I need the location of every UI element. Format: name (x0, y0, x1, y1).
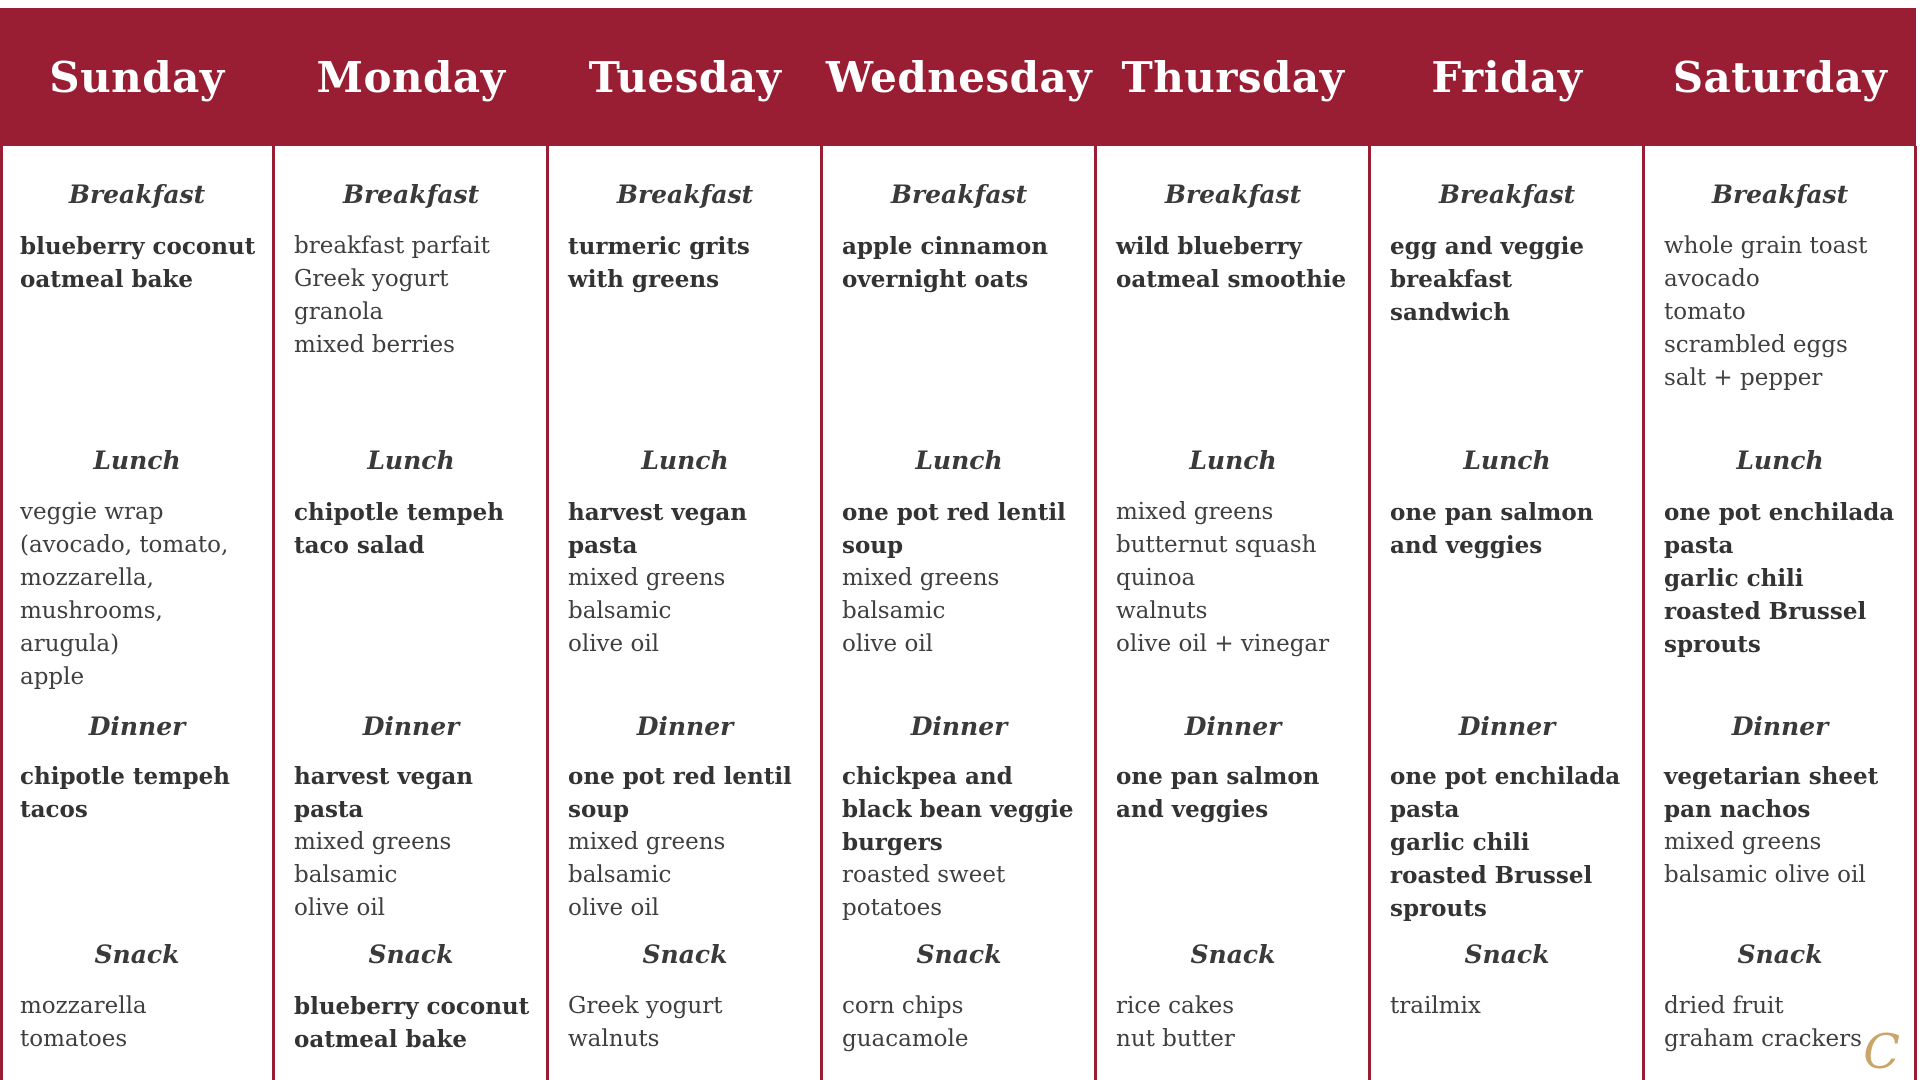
day-column-monday (274, 146, 548, 1080)
lunch-items (20, 496, 264, 694)
meal-item: Greek yogurt (568, 993, 723, 1019)
day-header-wednesday: Wednesday (825, 52, 1093, 102)
dinner-items (1116, 760, 1360, 826)
lunch-items (1116, 496, 1360, 661)
meal-item: one pot enchilada pasta (1664, 499, 1895, 559)
snack-items (568, 990, 812, 1056)
meal-item: scrambled eggs (1664, 332, 1848, 358)
meal-item: garlic chili roasted Brussel sprouts (1390, 829, 1593, 922)
lunch-heading: Lunch (915, 446, 1003, 475)
day-column-wednesday (822, 146, 1096, 1080)
lunch-heading: Lunch (641, 446, 729, 475)
snack-heading: Snack (1190, 940, 1276, 969)
meal-item: one pot red lentil soup (842, 499, 1066, 559)
column-divider (820, 146, 823, 1080)
dinner-items (1390, 760, 1634, 925)
lunch-heading: Lunch (1189, 446, 1277, 475)
meal-item: tomatoes (20, 1026, 128, 1052)
meal-item: olive oil (294, 895, 386, 921)
meal-item: balsamic (294, 862, 398, 888)
meal-item: granola (294, 299, 384, 325)
dinner-heading: Dinner (1731, 712, 1829, 741)
snack-items (1116, 990, 1360, 1056)
breakfast-items (20, 230, 264, 296)
dinner-heading: Dinner (636, 712, 734, 741)
day-column-friday (1370, 146, 1644, 1080)
meal-item: corn chips (842, 993, 964, 1019)
breakfast-heading: Breakfast (1164, 180, 1302, 209)
lunch-heading: Lunch (367, 446, 455, 475)
day-column-thursday (1096, 146, 1370, 1080)
meal-item: mixed greens (842, 565, 1000, 591)
meal-item: Greek yogurt (294, 266, 449, 292)
dinner-heading: Dinner (88, 712, 186, 741)
meal-item: one pan salmon and veggies (1390, 499, 1594, 559)
meal-item: balsamic (842, 598, 946, 624)
dinner-items (20, 760, 264, 826)
meal-item: chipotle tempeh taco salad (294, 499, 504, 559)
meal-item: blueberry coconut oatmeal bake (294, 993, 530, 1053)
lunch-items (1664, 496, 1906, 661)
meal-item: guacamole (842, 1026, 969, 1052)
lunch-heading: Lunch (1736, 446, 1824, 475)
meal-item: chickpea and black bean veggie burgers (842, 763, 1074, 856)
meal-item: olive oil (568, 631, 660, 657)
breakfast-items (1664, 230, 1906, 395)
meal-item: dried fruit (1664, 993, 1784, 1019)
meal-item: mixed berries (294, 332, 455, 358)
meal-item: apple cinnamon overnight oats (842, 233, 1048, 293)
meal-item: breakfast parfait (294, 233, 490, 259)
meal-item: egg and veggie breakfast sandwich (1390, 233, 1585, 326)
breakfast-heading: Breakfast (890, 180, 1028, 209)
meal-item: whole grain toast (1664, 233, 1868, 259)
meal-item: one pot enchilada pasta (1390, 763, 1621, 823)
snack-heading: Snack (94, 940, 180, 969)
meal-item: chipotle tempeh tacos (20, 763, 230, 823)
snack-items (294, 990, 538, 1056)
meal-item: vegetarian sheet pan nachos (1664, 763, 1879, 823)
meal-item: quinoa (1116, 565, 1196, 591)
snack-heading: Snack (916, 940, 1002, 969)
breakfast-heading: Breakfast (342, 180, 480, 209)
breakfast-items (568, 230, 812, 296)
meal-item: balsamic (568, 598, 672, 624)
dinner-heading: Dinner (1458, 712, 1556, 741)
meal-item: graham crackers (1664, 1026, 1862, 1052)
day-column-sunday (0, 146, 274, 1080)
meal-item: nut butter (1116, 1026, 1235, 1052)
meal-item: one pot red lentil soup (568, 763, 792, 823)
breakfast-items (1390, 230, 1634, 329)
lunch-items (842, 496, 1086, 661)
snack-items (1664, 990, 1906, 1056)
meal-item: apple (20, 664, 85, 690)
meal-item: olive oil (842, 631, 934, 657)
column-divider (1642, 146, 1645, 1080)
meal-item: garlic chili roasted Brussel sprouts (1664, 565, 1867, 658)
meal-item: mixed greens (1116, 499, 1274, 525)
meal-item: salt + pepper (1664, 365, 1823, 391)
day-header-sunday: Sunday (49, 52, 225, 102)
meal-item: mixed greens (568, 565, 726, 591)
meal-item: mozzarella (20, 993, 147, 1019)
meal-item: walnuts (568, 1026, 660, 1052)
meal-item: tomato (1664, 299, 1746, 325)
day-header-tuesday: Tuesday (588, 52, 782, 102)
meal-item: harvest vegan pasta (294, 763, 474, 823)
meal-item: mixed greens (1664, 829, 1822, 855)
meal-item: mushrooms, arugula) (20, 598, 163, 657)
meal-item: veggie wrap (20, 499, 164, 525)
meal-item: turmeric grits with greens (568, 233, 750, 293)
meal-item: walnuts (1116, 598, 1208, 624)
breakfast-heading: Breakfast (616, 180, 754, 209)
dinner-items (294, 760, 538, 925)
column-divider (1094, 146, 1097, 1080)
dinner-heading: Dinner (362, 712, 460, 741)
dinner-heading: Dinner (910, 712, 1008, 741)
day-header-monday: Monday (316, 52, 506, 102)
lunch-heading: Lunch (93, 446, 181, 475)
breakfast-items (842, 230, 1086, 296)
snack-heading: Snack (642, 940, 728, 969)
dinner-heading: Dinner (1184, 712, 1282, 741)
logo-mark: C (1863, 1024, 1900, 1080)
lunch-items (568, 496, 812, 661)
lunch-items (1390, 496, 1634, 562)
meal-item: wild blueberry oatmeal smoothie (1116, 233, 1347, 293)
meal-item: (avocado, tomato, (20, 532, 229, 558)
breakfast-items (294, 230, 538, 362)
meal-item: mozzarella, (20, 565, 154, 591)
meal-item: harvest vegan pasta (568, 499, 748, 559)
lunch-items (294, 496, 538, 562)
breakfast-heading: Breakfast (1711, 180, 1849, 209)
meal-item: olive oil + vinegar (1116, 631, 1330, 657)
column-divider (1368, 146, 1371, 1080)
snack-heading: Snack (368, 940, 454, 969)
meal-item: trailmix (1390, 993, 1481, 1019)
snack-items (20, 990, 264, 1056)
meal-item: roasted sweet potatoes (842, 862, 1006, 921)
meal-item: mixed greens (568, 829, 726, 855)
day-column-saturday (1644, 146, 1916, 1080)
meal-item: balsamic olive oil (1664, 862, 1866, 888)
day-header-saturday: Saturday (1672, 52, 1888, 102)
snack-heading: Snack (1737, 940, 1823, 969)
meal-item: one pan salmon and veggies (1116, 763, 1320, 823)
breakfast-heading: Breakfast (1438, 180, 1576, 209)
column-divider (0, 146, 3, 1080)
column-divider (546, 146, 549, 1080)
meal-item: rice cakes (1116, 993, 1235, 1019)
snack-heading: Snack (1464, 940, 1550, 969)
breakfast-heading: Breakfast (68, 180, 206, 209)
day-header-thursday: Thursday (1121, 52, 1345, 102)
dinner-items (568, 760, 812, 925)
column-divider (272, 146, 275, 1080)
meal-item: blueberry coconut oatmeal bake (20, 233, 256, 293)
dinner-items (1664, 760, 1906, 892)
meal-item: mixed greens (294, 829, 452, 855)
day-column-tuesday (548, 146, 822, 1080)
meal-item: balsamic (568, 862, 672, 888)
day-header-friday: Friday (1431, 52, 1583, 102)
meal-item: olive oil (568, 895, 660, 921)
meal-item: butternut squash (1116, 532, 1317, 558)
snack-items (842, 990, 1086, 1056)
meal-item: avocado (1664, 266, 1760, 292)
column-divider (1914, 146, 1917, 1080)
snack-items (1390, 990, 1634, 1023)
lunch-heading: Lunch (1463, 446, 1551, 475)
breakfast-items (1116, 230, 1360, 296)
dinner-items (842, 760, 1086, 925)
